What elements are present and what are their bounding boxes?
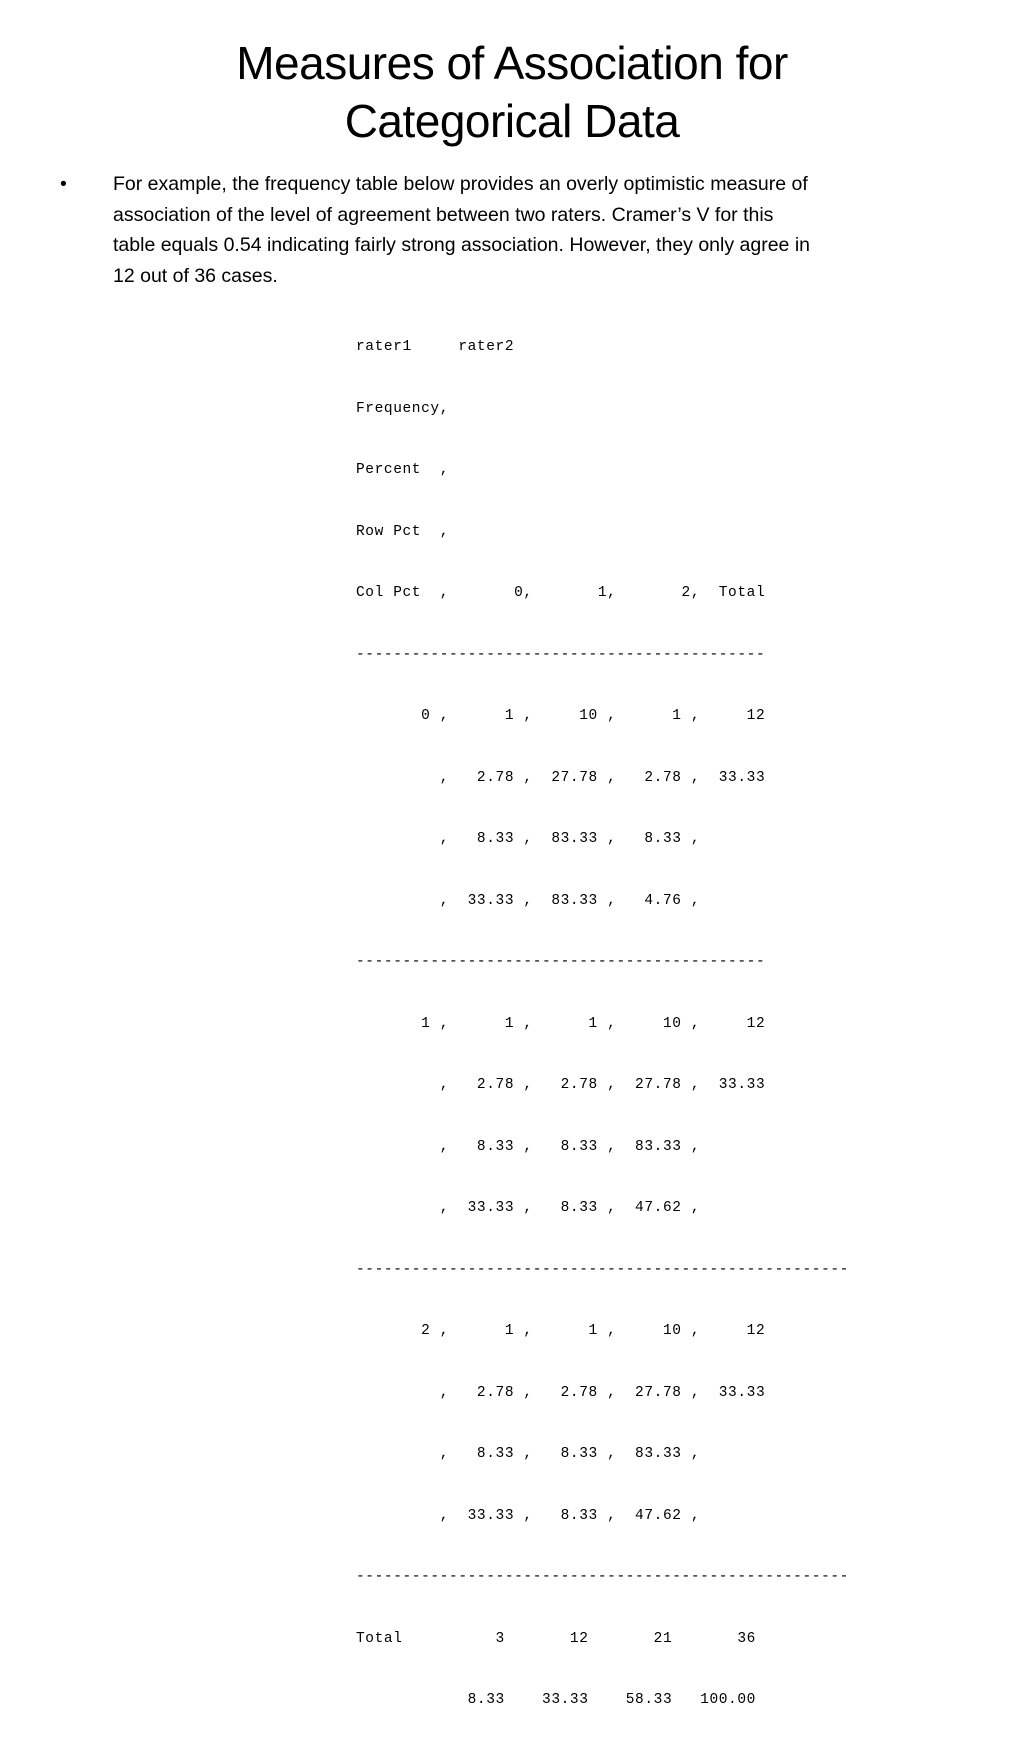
freq-table-header-frequency-line: Frequency,	[356, 400, 450, 417]
freq-table-header-rowpct-line: Row Pct ,	[356, 523, 450, 540]
freq-table-row-0-frequency: 0 , 1 , 10 , 1 , 12	[356, 708, 766, 724]
freq-table-divider: -----------------------------------------------------	[356, 1569, 849, 1585]
slide-title	[112, 34, 912, 150]
freq-table-divider: --------------------------------------------	[356, 646, 766, 663]
freq-table-total-percent: 8.33 33.33 58.33 100.00	[356, 1692, 756, 1708]
freq-table-row-1-rowpct: , 8.33 , 8.33 , 83.33 ,	[356, 1138, 701, 1155]
freq-table-row-2-rowpct: , 8.33 , 8.33 , 83.33 ,	[356, 1446, 701, 1462]
freq-table-header-rater-line: rater1 rater2	[356, 339, 515, 355]
freq-table-row-0-colpct: , 33.33 , 83.33 , 4.76 ,	[356, 892, 701, 909]
freq-table-row-2-percent: , 2.78 , 2.78 , 27.78 , 33.33	[356, 1384, 766, 1401]
bullet-line-4: 12 out of 36 cases.	[113, 264, 278, 287]
freq-table-row-0-rowpct: , 8.33 , 83.33 , 8.33 ,	[356, 831, 701, 847]
freq-table-row-1-percent: , 2.78 , 2.78 , 27.78 , 33.33	[356, 1077, 766, 1093]
bullet-marker: •	[60, 173, 67, 195]
freq-table-row-1-colpct: , 33.33 , 8.33 , 47.62 ,	[356, 1200, 701, 1216]
freq-table-total-frequency: Total 3 12 21 36	[356, 1630, 756, 1647]
title-line-2: Categorical Data	[344, 95, 680, 147]
bullet-item	[60, 169, 960, 291]
freq-table-row-2-frequency: 2 , 1 , 1 , 10 , 12	[356, 1323, 766, 1339]
freq-table-divider: -----------------------------------------------------	[356, 1261, 849, 1278]
freq-table-row-0-percent: , 2.78 , 27.78 , 2.78 , 33.33	[356, 769, 766, 786]
title-line-1: Measures of Association for	[236, 37, 788, 89]
freq-table-row-1-frequency: 1 , 1 , 1 , 10 , 12	[356, 1015, 766, 1032]
freq-table-header-percent-line: Percent ,	[356, 462, 450, 478]
frequency-table	[356, 296, 849, 1752]
freq-table-row-2-colpct: , 33.33 , 8.33 , 47.62 ,	[356, 1507, 701, 1524]
bullet-line-3: table equals 0.54 indicating fairly strong association. However, they only agree in	[113, 234, 810, 256]
bullet-line-2: association of the level of agreement between two raters. Cramer’s V for this	[113, 203, 774, 226]
bullet-line-1: For example, the frequency table below provides an overly optimistic measure of	[113, 173, 808, 195]
bullet-text	[113, 169, 960, 291]
freq-table-divider: --------------------------------------------	[356, 954, 766, 970]
freq-table-header-colpct-line: Col Pct , 0, 1, 2, Total	[356, 585, 766, 601]
